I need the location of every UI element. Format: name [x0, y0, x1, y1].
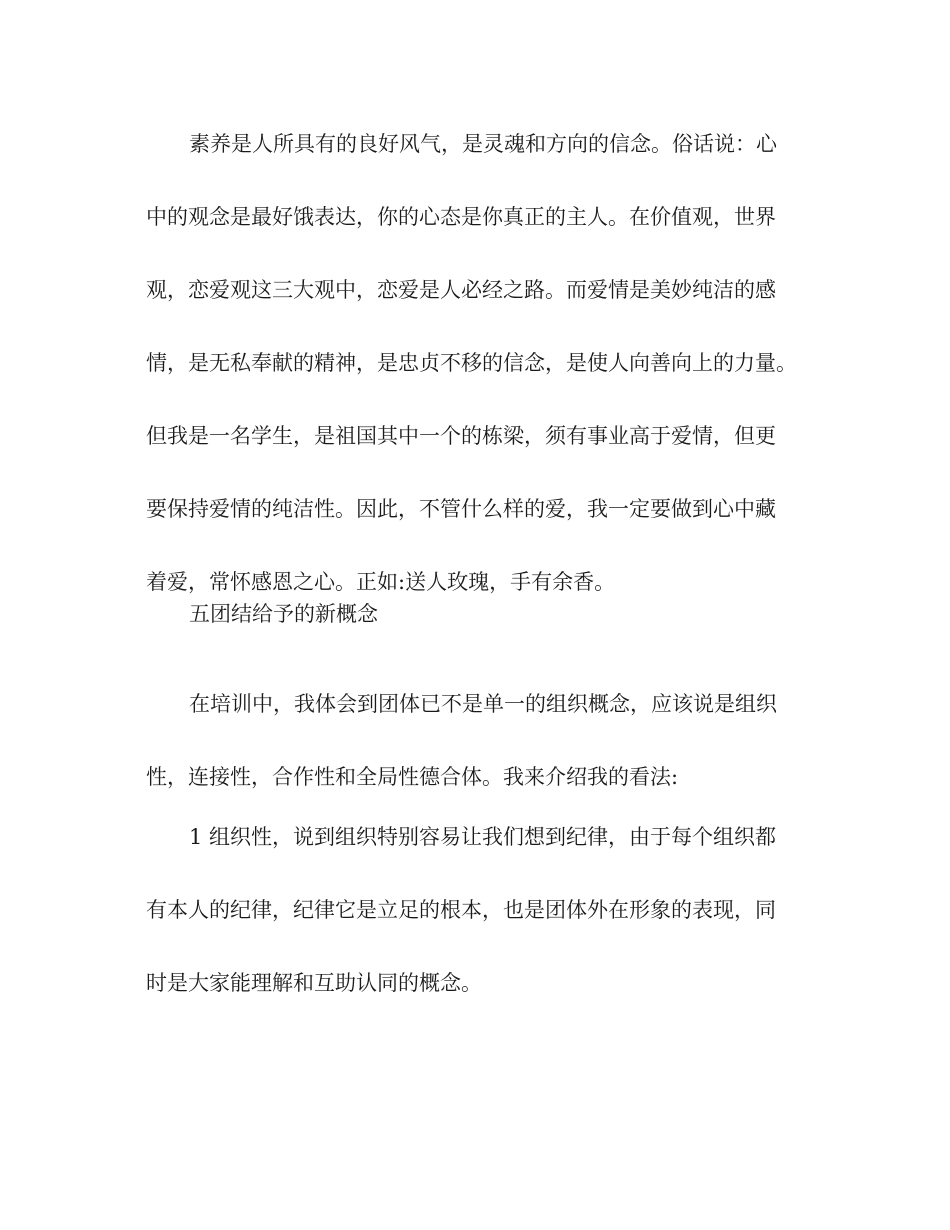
paragraph-line: 观，恋爱观这三大观中，恋爱是人必经之路。而爱情是美妙纯洁的感: [146, 278, 776, 302]
section-heading: 五团结给予的新概念: [189, 602, 378, 626]
paragraph-line: 性，连接性，合作性和全局性德合体。我来介绍我的看法:: [146, 765, 679, 789]
paragraph-line: 时是大家能理解和互助认同的概念。: [146, 971, 482, 995]
paragraph-line: 有本人的纪律，纪律它是立足的根本，也是团体外在形象的表现，同: [146, 898, 776, 922]
paragraph-line: 中的观念是最好饿表达，你的心态是你真正的主人。在价值观，世界: [146, 205, 776, 229]
paragraph-line: 素养是人所具有的良好风气，是灵魂和方向的信念。俗话说：心: [189, 132, 777, 156]
paragraph-line: 在培训中，我体会到团体已不是单一的组织概念，应该说是组织: [189, 692, 777, 716]
paragraph-line: 情，是无私奉献的精神，是忠贞不移的信念，是使人向善向上的力量。: [146, 351, 797, 375]
paragraph-line: 要保持爱情的纯洁性。因此，不管什么样的爱，我一定要做到心中藏: [146, 497, 776, 521]
paragraph-line: 着爱，常怀感恩之心。正如:送人玫瑰，手有余香。: [146, 570, 616, 594]
paragraph-line: 1 组织性，说到组织特别容易让我们想到纪律，由于每个组织都: [189, 825, 777, 849]
paragraph-line: 但我是一名学生，是祖国其中一个的栋梁，须有事业高于爱情，但更: [146, 424, 776, 448]
